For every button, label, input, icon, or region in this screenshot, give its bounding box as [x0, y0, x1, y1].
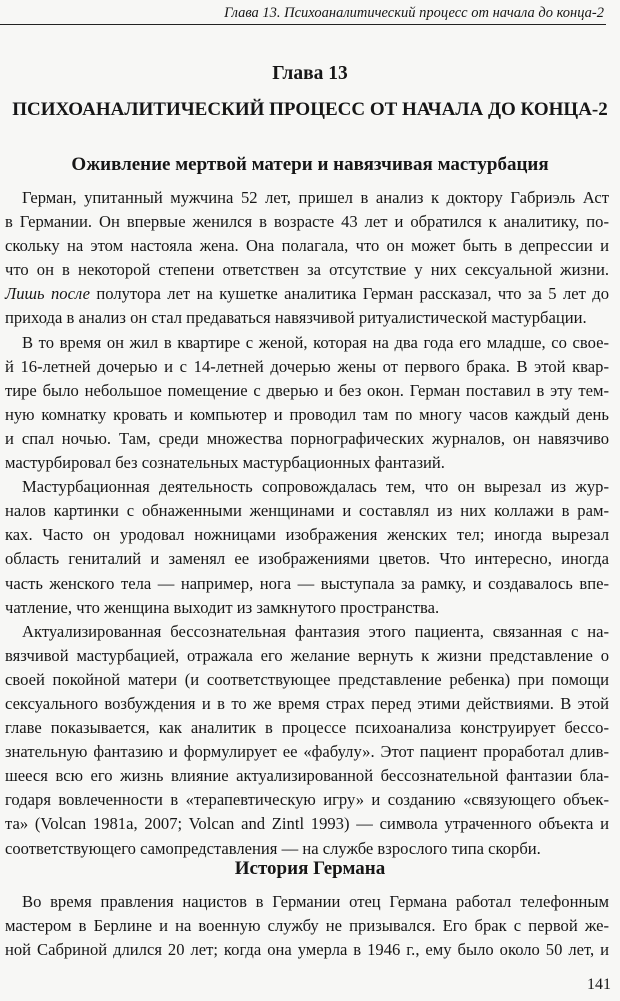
- text-line: своей покойной матери (и соответствующее представление ребенка) при помощи: [5, 669, 609, 689]
- section-title-history: История Германа: [234, 858, 386, 879]
- text-line: Во время правления нацистов в Германии отец Германа работал телефонным: [22, 892, 609, 911]
- text-line: Герман, упитанный мужчина 52 лет, пришел в анализ к доктору Габриэль Аст: [22, 188, 609, 207]
- text-line: соответствующего самопредставления — на службе взрослого типа скорби.: [5, 838, 541, 858]
- text-line: шееся всю его жизнь влияние актуализированной бессознательной фантазии бла-: [5, 766, 609, 786]
- text-line-rest: полутора лет на кушетке аналитика Герман рассказал, что за 5 лет до: [96, 284, 610, 304]
- text-line: скольку на этом настояла жена. Она полагала, что он может быть в депрессии и: [5, 236, 609, 256]
- section-body-revival: [5, 186, 609, 861]
- text-line: прихода в анализ он стал предаваться навязчивой ритуалистической мастурбации.: [5, 308, 587, 328]
- italic-emphasis: Лишь после: [5, 284, 90, 304]
- text-line: налов картинки с обнаженными женщинами и составлял из них коллажи в рам-: [5, 501, 609, 521]
- text-line: Актуализированная бессознательная фантазия этого пациента, связанная с на-: [22, 621, 609, 641]
- page-number: 141: [587, 976, 611, 993]
- text-line: чатление, что женщина выходит из замкнутого пространства.: [5, 597, 440, 617]
- text-line-with-italic: [5, 282, 609, 306]
- text-line: часть женского тела — например, нога — выступала за рамку, и создавалось впе-: [5, 573, 609, 593]
- text-line: В то время он жил в квартире с женой, которая на два года его младше, со свое-: [22, 332, 609, 352]
- text-line: что он в некоторой степени ответствен за отсутствие у них сексуальной жизни.: [5, 260, 609, 280]
- text-line: знательную фантазию и формулирует ее «фабулу». Этот пациент проработал длив-: [5, 742, 609, 762]
- text-line: вязчивой мастурбацией, отражала его желание вернуть к жизни представление о: [5, 645, 609, 665]
- text-line: Мастурбационная деятельность сопровождалась тем, что он вырезал из жур-: [22, 477, 609, 497]
- text-line: ной Сабриной длился 20 лет; когда она умерла в 1946 г., ему было около 50 лет, и: [5, 940, 609, 960]
- text-line: й 16-летней дочерью и с 14-летней дочерью жены от первого брака. В этой квар-: [5, 356, 609, 376]
- text-line: тире было небольшое помещение с дверью и без окон. Герман поставил в эту тем-: [5, 380, 609, 400]
- section-body-history: [5, 890, 609, 962]
- text-line: сексуального возбуждения и в то же время страх перед этими действиями. В этой: [5, 693, 609, 713]
- text-line: ках. Часто он уродовал ножницами изображения женских тел; иногда вырезал: [5, 525, 609, 545]
- section-title-revival: Оживление мертвой матери и навязчивая мастурбация: [71, 154, 549, 175]
- text-line: мастурбировал без сознательных мастурбационных фантазий.: [5, 453, 445, 473]
- text-line: область гениталий и заменял ее изображениями цветов. Что интересно, иногда: [5, 549, 609, 569]
- text-line: годаря вовлеченности в «терапевтическую игру» и созданию «связующего объек-: [5, 790, 609, 810]
- running-header: Глава 13. Психоаналитический процесс от начала до конца-2: [224, 5, 604, 21]
- text-line: мастером в Берлине и на военную службу не призывался. Его брак с первой же-: [5, 916, 609, 936]
- text-line: ную комнатку кровать и компьютер и проводил там по многу часов каждый день: [5, 404, 609, 424]
- chapter-title: ПСИХОАНАЛИТИЧЕСКИЙ ПРОЦЕСС ОТ НАЧАЛА ДО КОНЦА-2: [12, 99, 608, 120]
- chapter-number: Глава 13: [272, 63, 348, 84]
- header-rule: [0, 24, 606, 25]
- text-line: главе показывается, как аналитик в процессе психоанализа конструирует бессо-: [5, 718, 609, 738]
- text-line: и спал ночью. Там, среди множества порнографических журналов, он навязчиво: [5, 428, 609, 448]
- text-line: та» (Volcan 1981a, 2007; Volcan and Zintl 1993) — символа утраченного объекта и: [5, 814, 609, 834]
- text-line: в Германии. Он впервые женился в возрасте 43 лет и обратился к аналитику, по-: [5, 212, 609, 232]
